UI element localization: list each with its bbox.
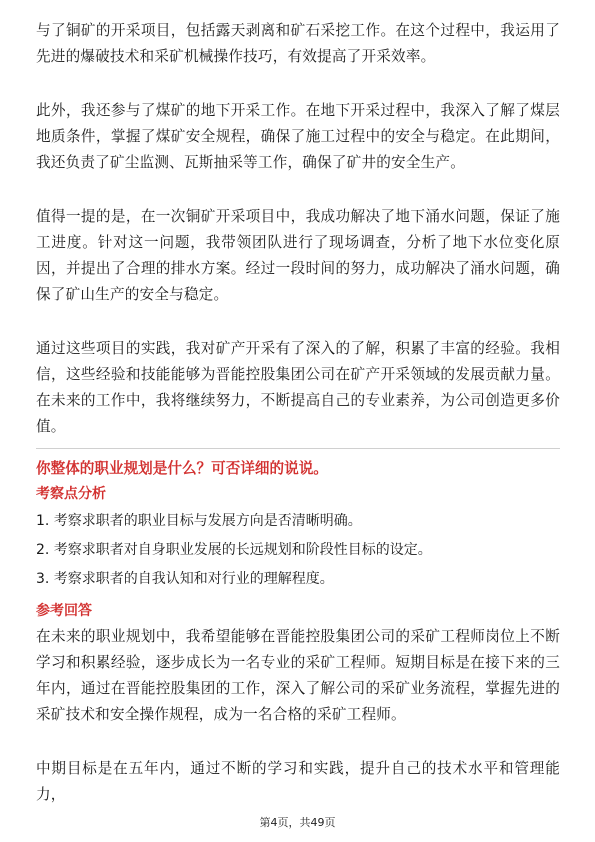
section-divider [36, 448, 560, 449]
intro-paragraph-1: 与了铜矿的开采项目，包括露天剥离和矿石采挖工作。在这个过程中，我运用了先进的爆破技术和采矿机械操作技巧，有效提高了开采效率。 [36, 22, 560, 65]
answer-title: 参考回答 [36, 603, 92, 619]
analysis-point-1: 1. 考察求职者的职业目标与发展方向是否清晰明确。 [36, 513, 362, 529]
paragraph-gap [36, 308, 560, 336]
document-page [36, 18, 560, 808]
question-heading: 你整体的职业规划是什么？可否详细的说说。 [36, 460, 328, 477]
paragraph-gap [36, 728, 560, 756]
analysis-point-2: 2. 考察求职者对自身职业发展的长远规划和阶段性目标的设定。 [36, 542, 432, 558]
answer-paragraph-1: 在未来的职业规划中，我希望能够在晋能控股集团公司的采矿工程师岗位上不断学习和积累经验，逐步成长为一名专业的采矿工程师。短期目标是在接下来的三年内，通过在晋能控股集团的工作，深入了解公司的采矿业务流程，掌握先进的采矿技术和安全操作规程，成为一名合格的采矿工程师。 [36, 628, 560, 723]
paragraph-gap [36, 176, 560, 204]
paragraph-gap [36, 70, 560, 98]
intro-paragraph-2: 此外，我还参与了煤矿的地下开采工作。在地下开采过程中，我深入了解了煤层地质条件，掌握了煤矿安全规程，确保了施工过程中的安全与稳定。在此期间，我还负责了矿尘监测、瓦斯抽采等工作，确保了矿井的安全生产。 [36, 102, 560, 171]
analysis-point-3: 3. 考察求职者的自我认知和对行业的理解程度。 [36, 571, 334, 587]
intro-paragraph-3: 值得一提的是，在一次铜矿开采项目中，我成功解决了地下涌水问题，保证了施工进度。针对这一问题，我带领团队进行了现场调查，分析了地下水位变化原因，并提出了合理的排水方案。经过一段时间的努力，成功解决了涌水问题，确保了矿山生产的安全与稳定。 [36, 208, 560, 303]
intro-paragraph-4: 通过这些项目的实践，我对矿产开采有了深入的了解，积累了丰富的经验。我相信，这些经验和技能能够为晋能控股集团公司在矿产开采领域的发展贡献力量。在未来的工作中，我将继续努力，不断提高自己的专业素养，为公司创造更多价值。 [36, 340, 560, 435]
answer-paragraph-2: 中期目标是在五年内，通过不断的学习和实践，提升自己的技术水平和管理能力， [36, 760, 560, 803]
page-number: 第4页，共49页 [259, 816, 336, 829]
analysis-title: 考察点分析 [36, 486, 106, 502]
